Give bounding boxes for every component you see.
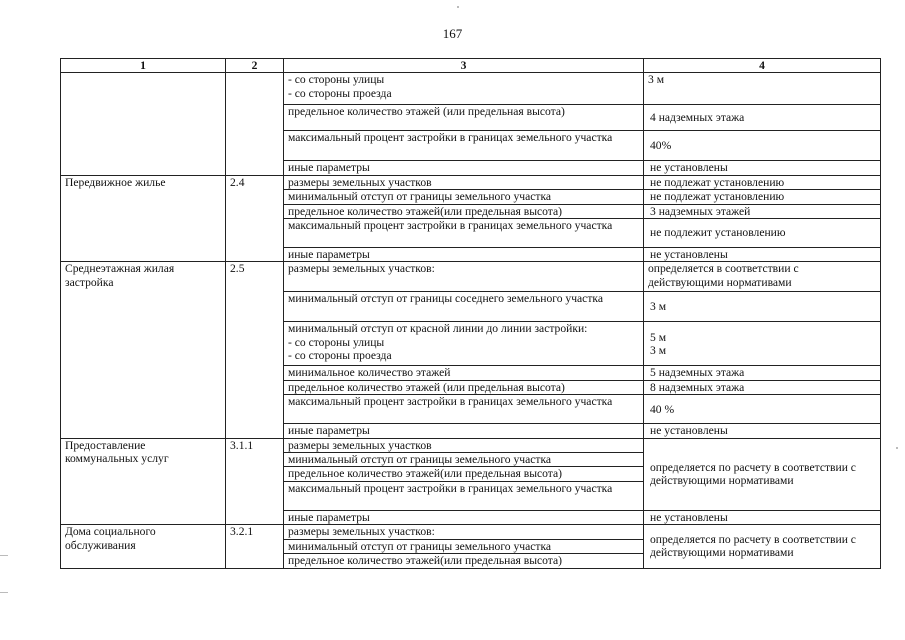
merged-value-cell: определяется по расчету в соответствии с действующими нормативами — [644, 438, 881, 510]
param-cell: иные параметры — [284, 510, 644, 524]
value-cell: 3 надземных этажей — [644, 204, 881, 218]
value-cell: 40% — [644, 131, 881, 161]
param-cell: максимальный процент застройки в границах земельного участка — [284, 131, 644, 161]
value-cell: 4 надземных этажа — [644, 105, 881, 131]
param-cell: минимальный отступ от границы земельного участка — [284, 453, 644, 467]
param-cell: иные параметры — [284, 248, 644, 262]
param-cell: предельное количество этажей (или предельная высота) — [284, 380, 644, 394]
table-row — [61, 262, 881, 292]
value-cell: 3 м — [644, 292, 881, 322]
param-cell: минимальный отступ от границы земельного участка — [284, 539, 644, 553]
param-cell: иные параметры — [284, 161, 644, 175]
use-name-cell: Передвижное жилье — [61, 175, 226, 262]
table-row — [61, 175, 881, 189]
use-name-cell — [61, 73, 226, 175]
param-cell: максимальный процент застройки в границах земельного участка — [284, 395, 644, 424]
use-name-cell: Предоставление коммунальных услуг — [61, 438, 226, 525]
param-cell: максимальный процент застройки в границах земельного участка — [284, 481, 644, 510]
param-cell: максимальный процент застройки в границах земельного участка — [284, 219, 644, 248]
use-code-cell: 3.1.1 — [226, 438, 284, 525]
table-row — [61, 73, 881, 105]
param-cell: предельное количество этажей(или предельная высота) — [284, 204, 644, 218]
param-cell: размеры земельных участков — [284, 438, 644, 452]
param-cell: иные параметры — [284, 424, 644, 438]
column-header-3: 3 — [284, 59, 644, 73]
param-cell: минимальное количество этажей — [284, 366, 644, 380]
scan-speck — [457, 6, 459, 8]
value-cell: определяется в соответствии с действующими нормативами — [644, 262, 881, 292]
value-cell: не подлежат установлению — [644, 175, 881, 189]
merged-value-cell: определяется по расчету в соответствии с действующими нормативами — [644, 525, 881, 568]
value-cell: не подлежат установлению — [644, 190, 881, 204]
value-cell: 40 % — [644, 395, 881, 424]
value-cell: не установлены — [644, 424, 881, 438]
use-code-cell: 2.5 — [226, 262, 284, 438]
column-header-4: 4 — [644, 59, 881, 73]
zoning-parameters-table — [60, 58, 880, 569]
value-cell: 8 надземных этажа — [644, 380, 881, 394]
value-cell: не подлежит установлению — [644, 219, 881, 248]
table-row — [61, 438, 881, 452]
column-header-1: 1 — [61, 59, 226, 73]
value-cell: не установлены — [644, 248, 881, 262]
column-header-2: 2 — [226, 59, 284, 73]
param-cell: размеры земельных участков — [284, 175, 644, 189]
param-cell: минимальный отступ от границы земельного участка — [284, 190, 644, 204]
param-cell: - со стороны улицы - со стороны проезда — [284, 73, 644, 105]
use-name-cell: Дома социального обслуживания — [61, 525, 226, 568]
param-cell: размеры земельных участков: — [284, 525, 644, 539]
page-number: 167 — [442, 26, 463, 41]
scan-speck — [896, 447, 898, 449]
value-cell: не установлены — [644, 510, 881, 524]
value-cell: 5 надземных этажа — [644, 366, 881, 380]
use-code-cell: 3.2.1 — [226, 525, 284, 568]
scan-edge-mark — [0, 555, 8, 593]
param-cell: предельное количество этажей(или предельная высота) — [284, 467, 644, 481]
param-cell: размеры земельных участков: — [284, 262, 644, 292]
use-code-cell: 2.4 — [226, 175, 284, 262]
param-cell: предельное количество этажей (или предельная высота) — [284, 105, 644, 131]
use-code-cell — [226, 73, 284, 175]
use-name-cell: Среднеэтажная жилая застройка — [61, 262, 226, 438]
value-cell: 5 м 3 м — [644, 322, 881, 366]
column-number-row — [61, 59, 881, 73]
param-cell: предельное количество этажей(или предельная высота) — [284, 554, 644, 568]
value-cell: не установлены — [644, 161, 881, 175]
param-cell: минимальный отступ от границы соседнего земельного участка — [284, 292, 644, 322]
table-row — [61, 525, 881, 539]
param-cell: минимальный отступ от красной линии до линии застройки: - со стороны улицы - со стороны проезда — [284, 322, 644, 366]
value-cell: 3 м — [644, 73, 881, 105]
